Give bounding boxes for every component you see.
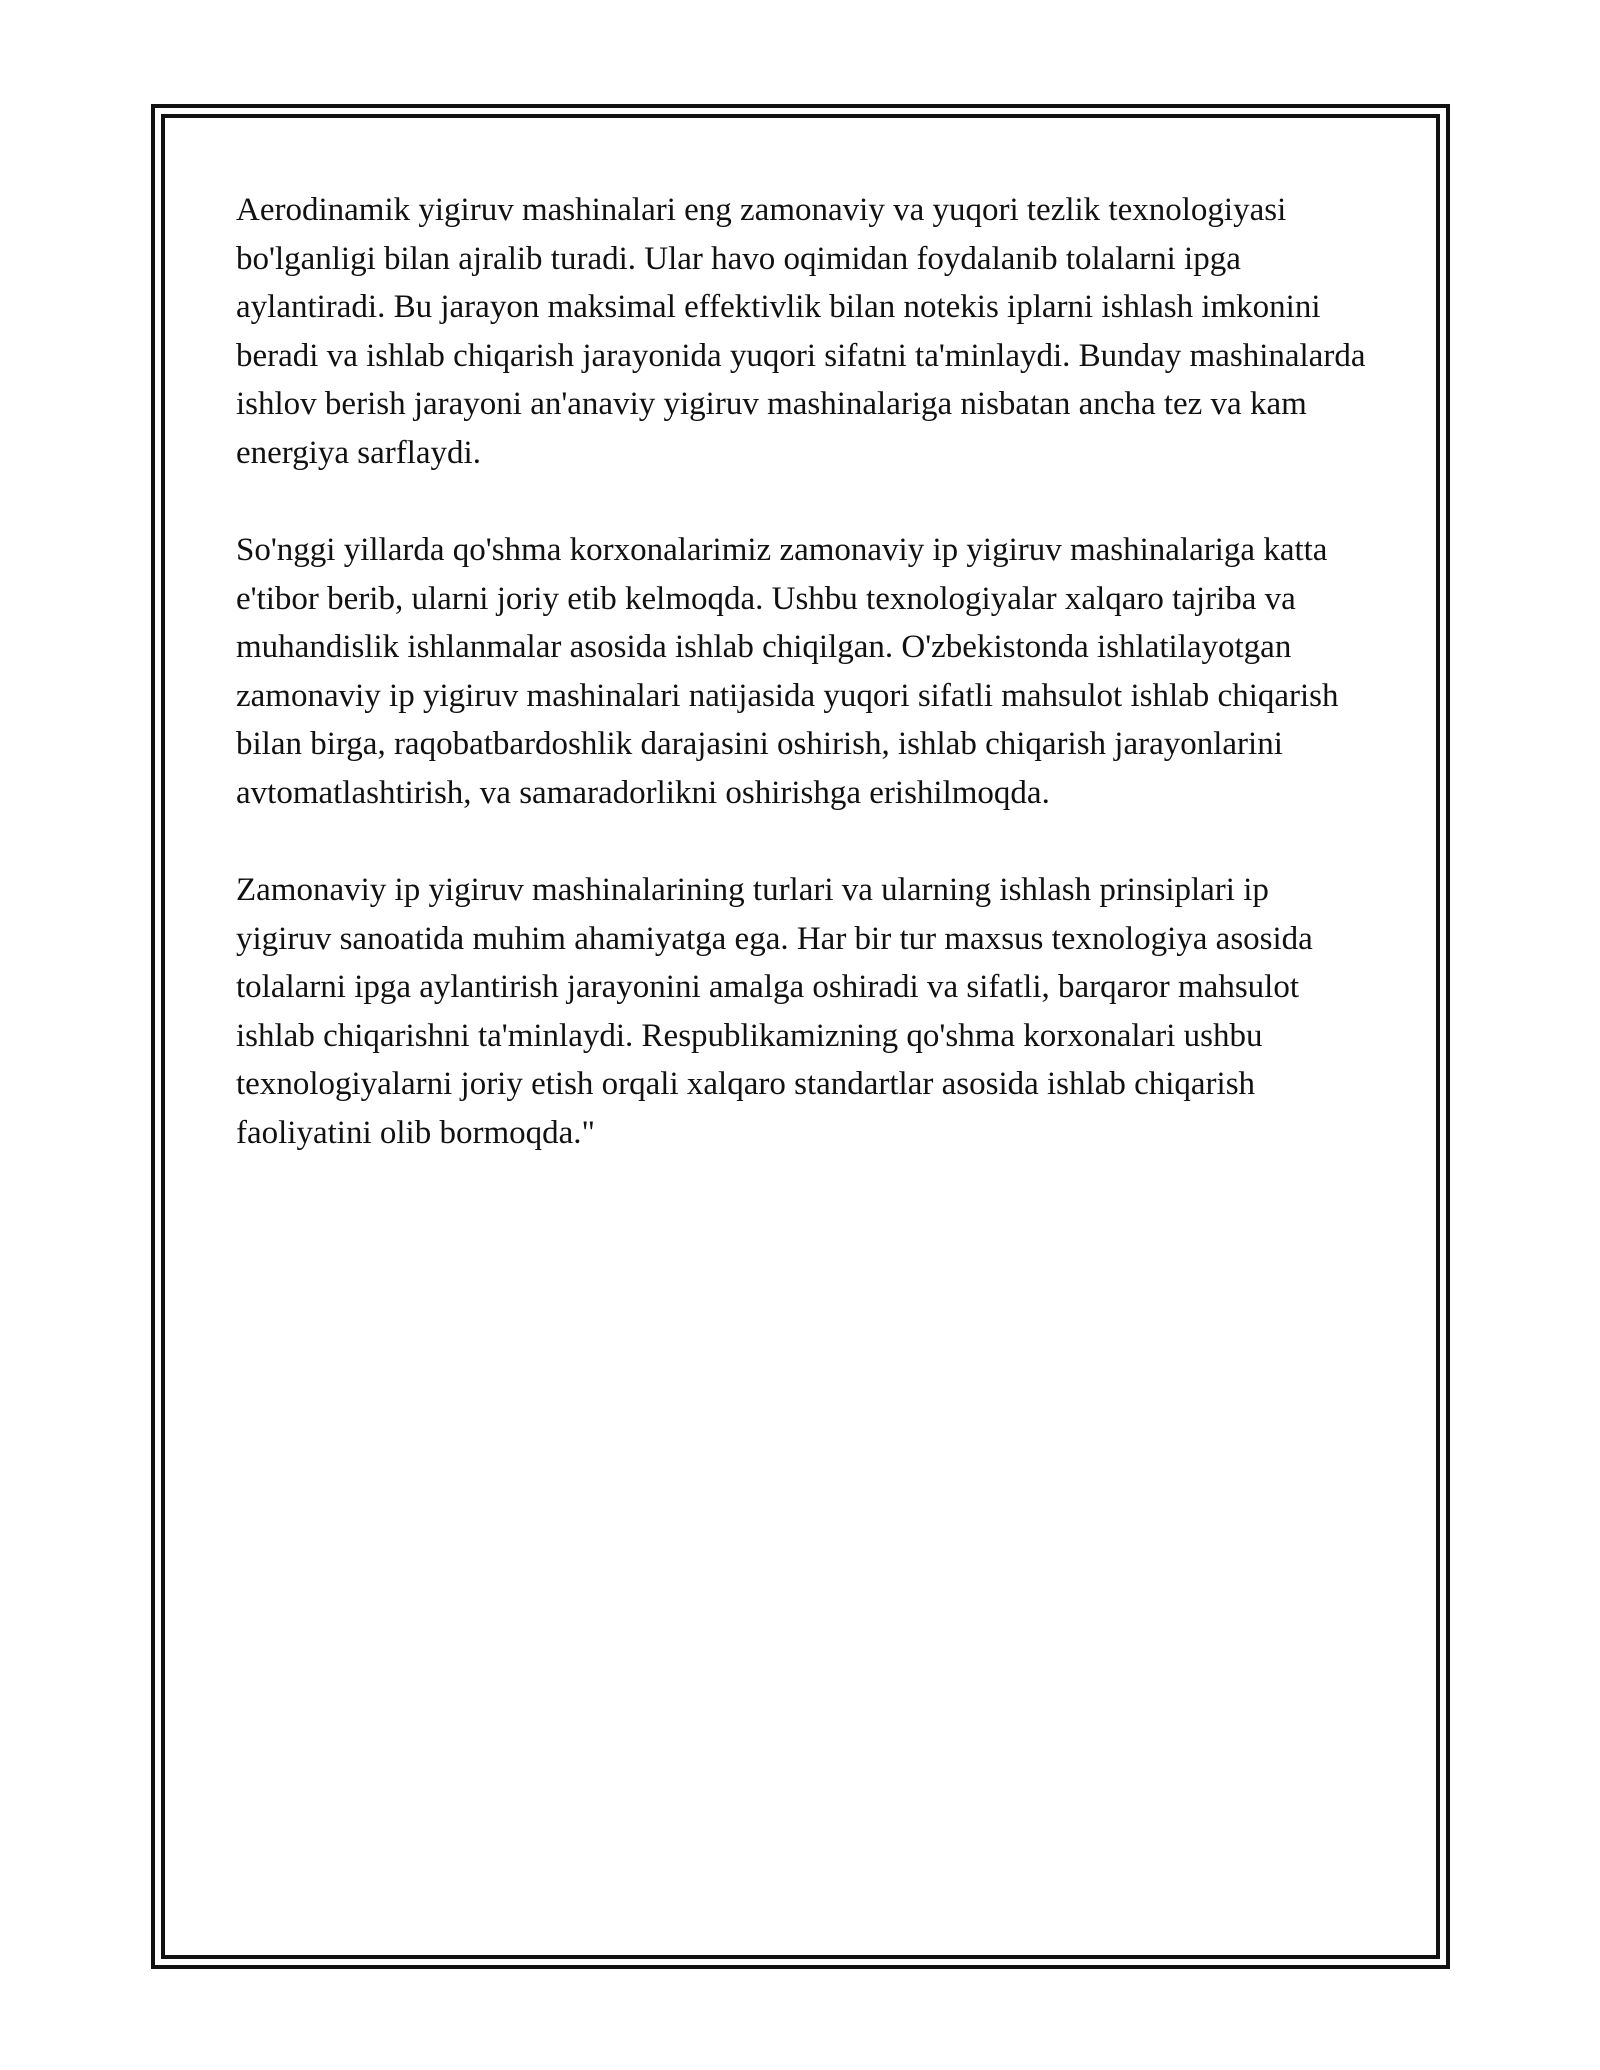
paragraph-zamonaviy-turlari: Zamonaviy ip yigiruv mashinalarining turlari va ularning ishlash prinsiplari ip yigiruv sanoatida muhim ahamiyatga ega. Har bir tur maxsus texnologiya asosida tolalarni ipga aylantirish jarayonini amalga oshiradi va sifatli, barqaror mahsulot ishlab chiqarishni ta'minlaydi. Respublikamizning qo'shma korxonalari ushbu texnologiyalarni joriy etish orqali xalqaro standartlar asosida ishlab chiqarish faoliyatini olib bormoqda."	[236, 872, 1313, 1151]
document-body	[236, 186, 1366, 1206]
paragraph-aerodinamik: Aerodinamik yigiruv mashinalari eng zamonaviy va yuqori tezlik texnologiyasi bo'lganligi bilan ajralib turadi. Ular havo oqimidan foydalanib tolalarni ipga aylantiradi. Bu jarayon maksimal effektivlik bilan notekis iplarni ishlash imkonini beradi va ishlab chiqarish jarayonida yuqori sifatni ta'minlaydi. Bunday mashinalarda ishlov berish jarayoni an'anaviy yigiruv mashinalariga nisbatan ancha tez va kam energiya sarflaydi.	[236, 192, 1366, 471]
paragraph-qoshma-korxonalar: So'nggi yillarda qo'shma korxonalarimiz zamonaviy ip yigiruv mashinalariga katta e'tibor berib, ularni joriy etib kelmoqda. Ushbu texnologiyalar xalqaro tajriba va muhandislik ishlanmalar asosida ishlab chiqilgan. O'zbekistonda ishlatilayotgan zamonaviy ip yigiruv mashinalari natijasida yuqori sifatli mahsulot ishlab chiqarish bilan birga, raqobatbardoshlik darajasini oshirish, ishlab chiqarish jarayonlarini avtomatlashtirish, va samaradorlikni oshirishga erishilmoqda.	[236, 532, 1339, 811]
